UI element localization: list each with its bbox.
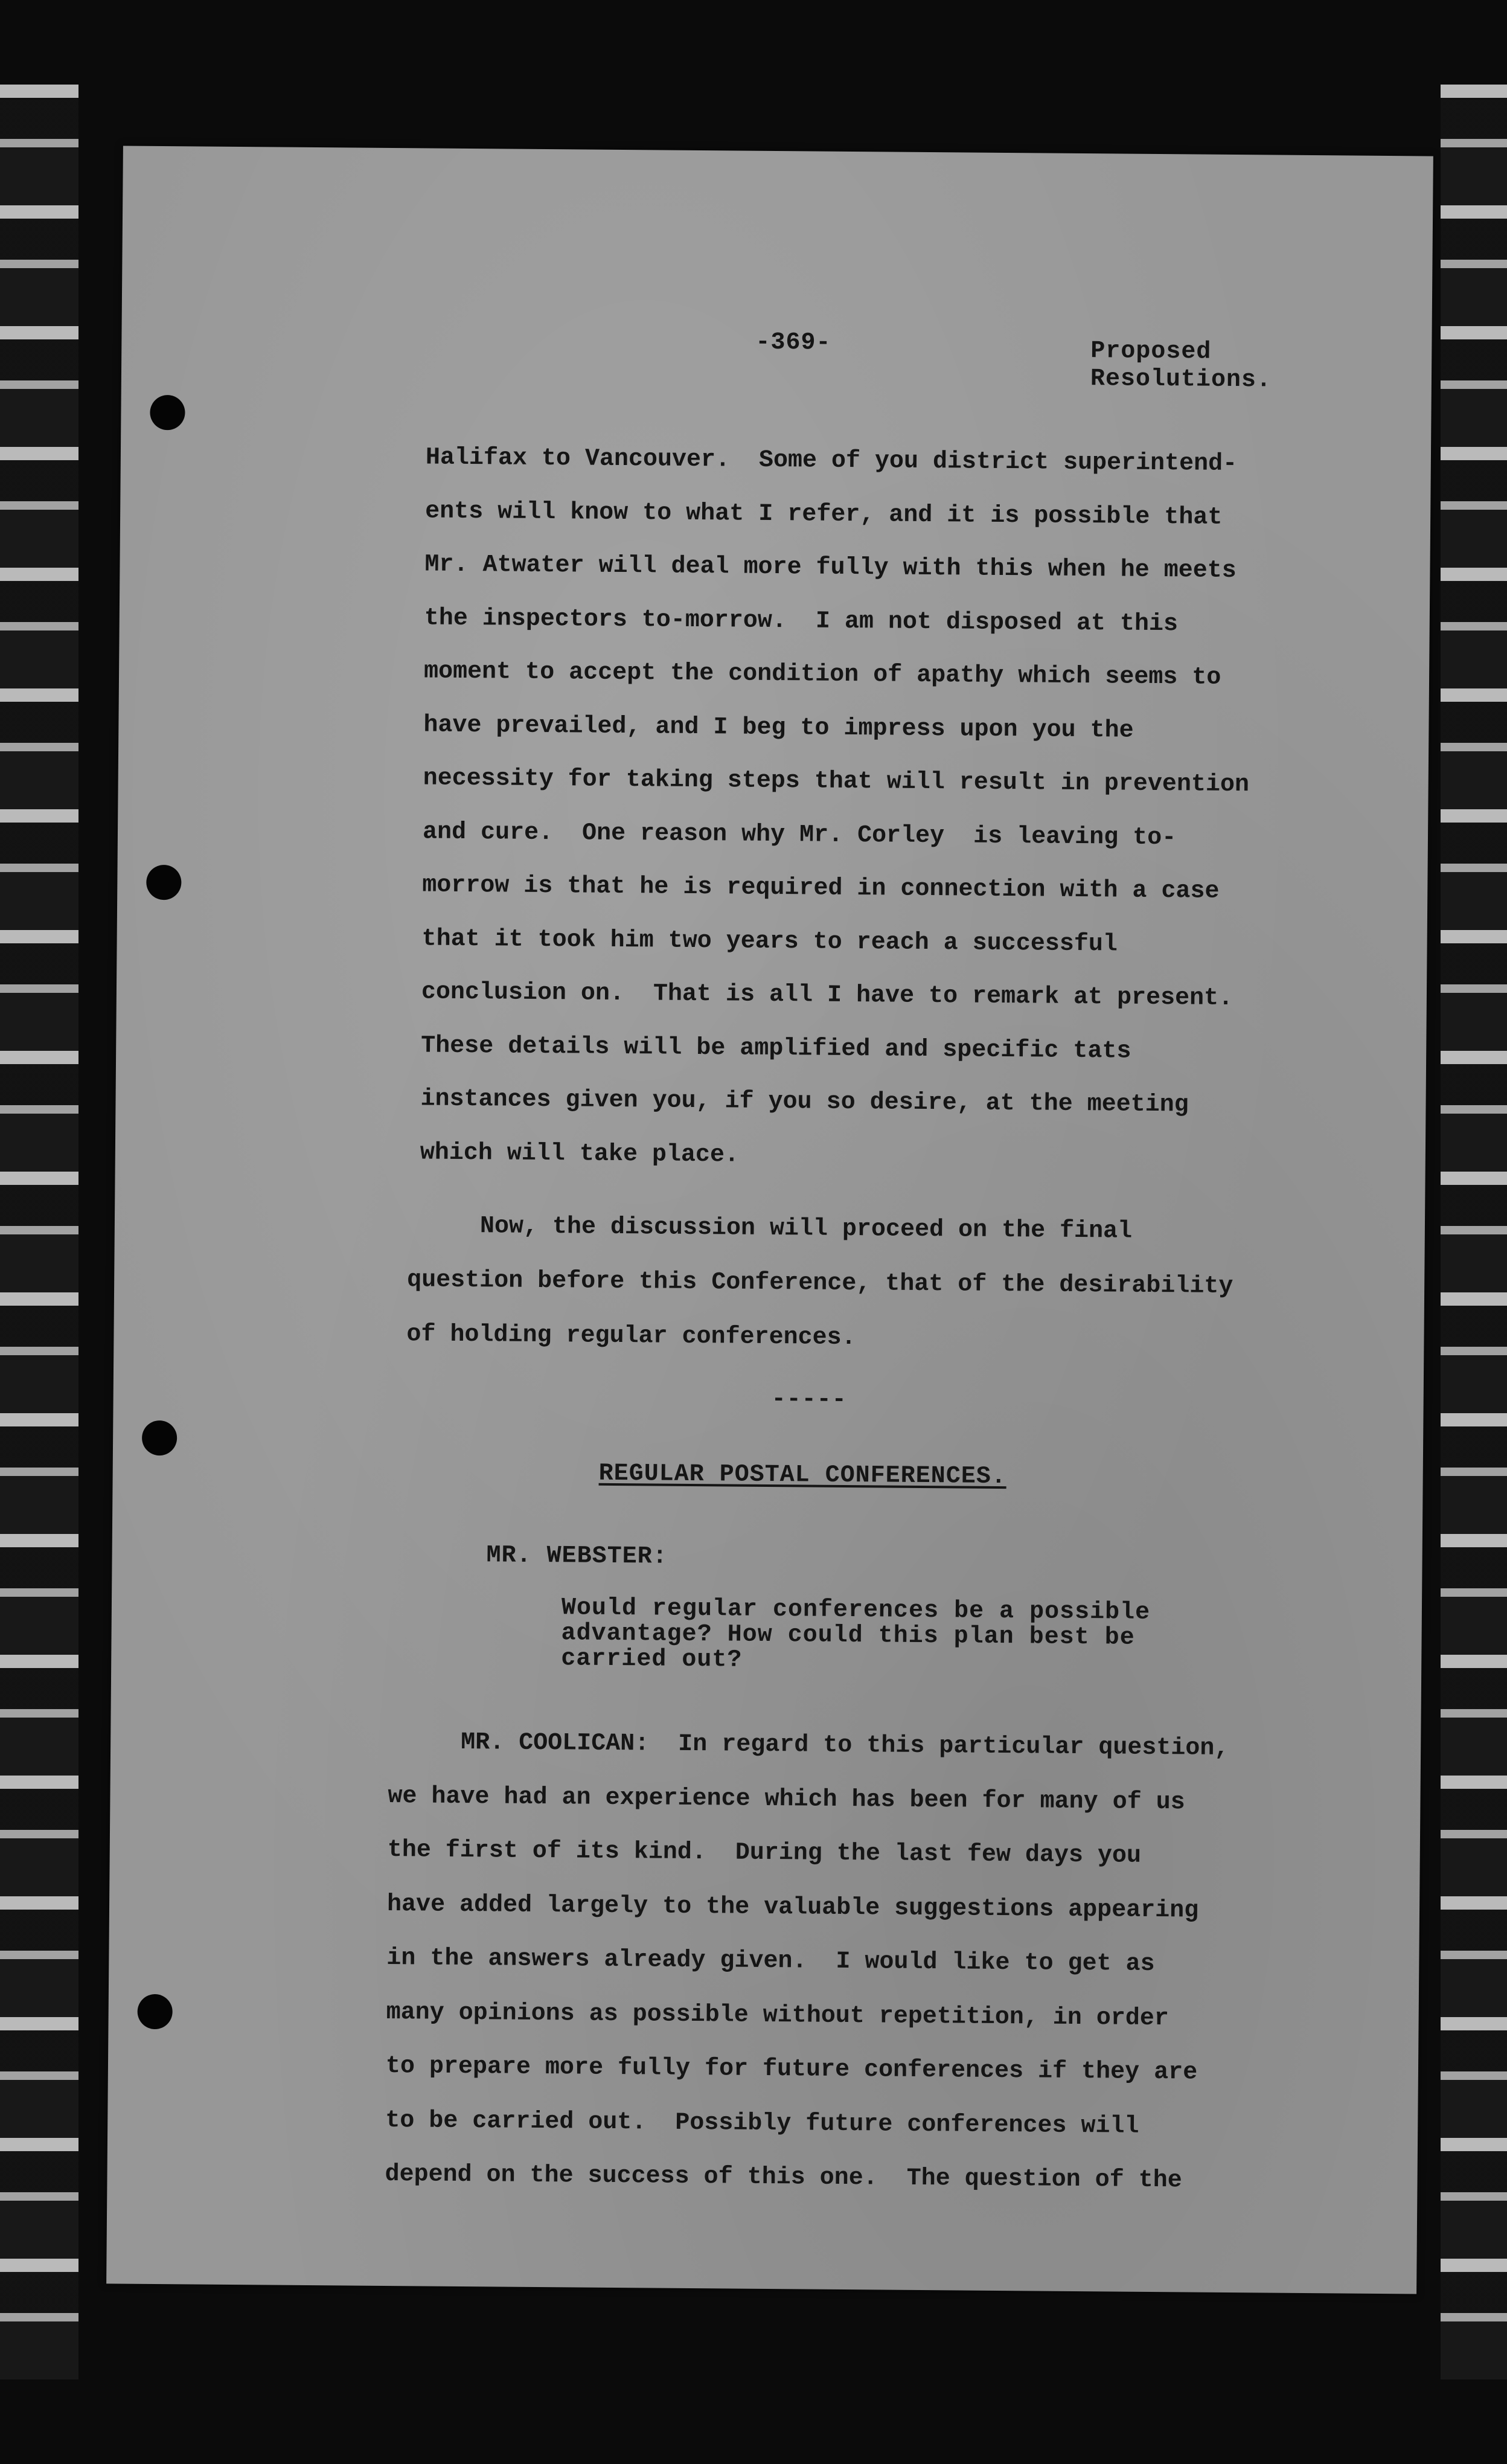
text-line: ents will know to what I refer, and it is possible that [425,497,1223,531]
page-number: -369- [755,329,831,357]
text-line: have prevailed, and I beg to impress upon you the [423,711,1134,745]
text-line: Halifax to Vancouver. Some of you district superintend- [425,444,1238,478]
speaker-label: MR. WEBSTER: [486,1542,668,1571]
text-line: to prepare more fully for future conferences if they are [385,2053,1198,2087]
text-line: These details will be amplified and specific tats [421,1031,1131,1065]
text-line: necessity for taking steps that will result in prevention [423,765,1250,799]
question-line: Would regular conferences be a possible [561,1594,1151,1626]
punch-hole [142,1420,177,1455]
document-page [106,146,1433,2294]
text-line: that it took him two years to reach a successful [421,925,1118,958]
text-line: of holding regular conferences. [406,1321,856,1352]
text-line: Mr. Atwater will deal more fully with this when he meets [424,551,1237,585]
text-line: have added largely to the valuable suggestions appearing [386,1890,1199,1925]
punch-hole [146,865,181,900]
text-line: morrow is that he is required in connection with a case [422,871,1220,905]
text-line: moment to accept the condition of apathy which seems to [423,658,1221,691]
header-note-line: Resolutions. [1090,365,1272,394]
text-line: the inspectors to-morrow. I am not disposed at this [424,604,1179,638]
text-line: depend on the success of this one. The question of the [385,2161,1182,2195]
text-line: we have had an experience which has been for many of us [388,1782,1185,1816]
punch-hole [137,1994,172,2029]
punch-hole [150,395,185,430]
separator: ----- [771,1386,847,1414]
text-line: to be carried out. Possibly future conferences will [385,2106,1139,2140]
text-line: MR. COOLICAN: In regard to this particular question, [388,1728,1229,1762]
text-line: which will take place. [420,1138,740,1169]
header-note [1090,338,1272,394]
question-line: advantage? How could this plan best be [561,1620,1135,1652]
section-heading: REGULAR POSTAL CONFERENCES. [598,1460,1006,1491]
text-line: and cure. One reason why Mr. Corley is leaving to- [422,818,1177,852]
film-edge-right [1441,85,1507,2379]
question-line: carried out? [561,1645,743,1674]
text-line: in the answers already given. I would like to get as [386,1945,1155,1978]
text-line: the first of its kind. During the last few days you [387,1837,1142,1870]
text-line: instances given you, if you so desire, at the meeting [420,1085,1189,1119]
text-line: question before this Conference, that of the desirability [407,1266,1233,1301]
text-line: conclusion on. That is all I have to remark at present. [421,978,1233,1013]
text-line: many opinions as possible without repetition, in order [386,1998,1169,2032]
question-block [561,1596,1150,1676]
film-edge-left [0,85,78,2379]
header-note-line: Proposed [1090,338,1212,366]
text-line: Now, the discussion will proceed on the final [407,1212,1133,1245]
